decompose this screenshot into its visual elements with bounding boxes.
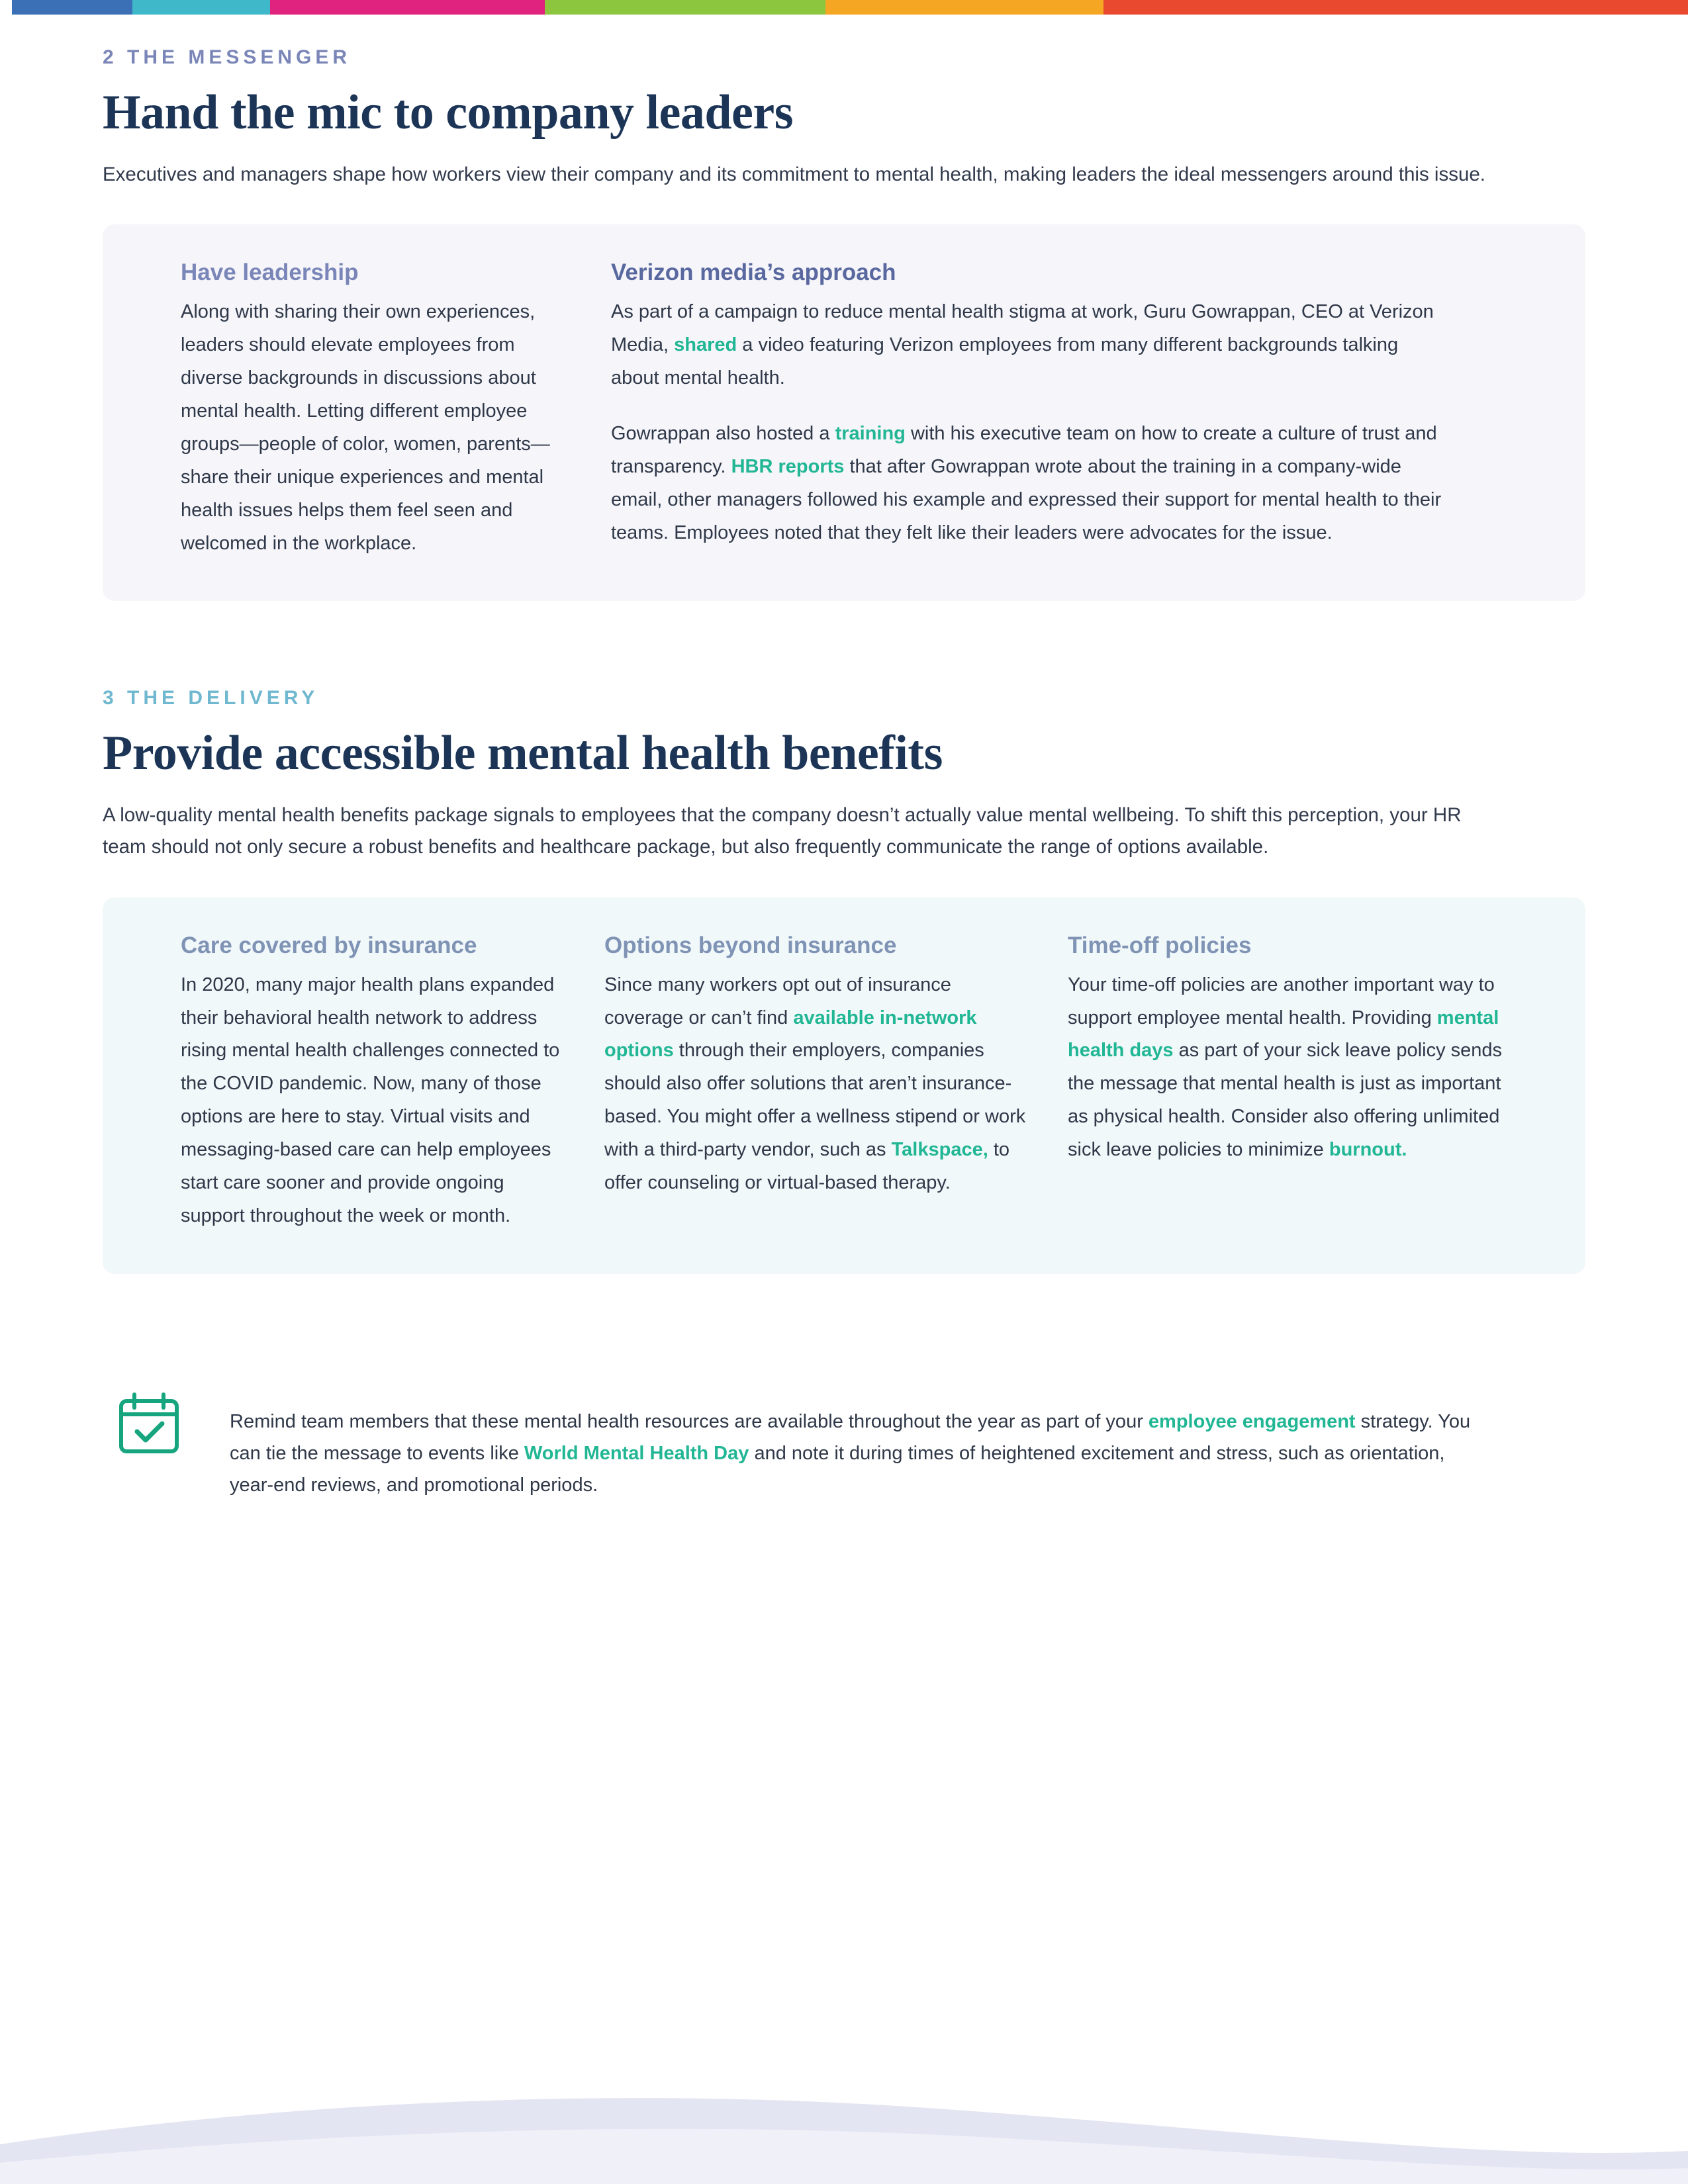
link-world-mental-health-day[interactable]: World Mental Health Day	[524, 1442, 749, 1464]
column-body-care-covered: In 2020, many major health plans expanded their behavioral health network to address rising mental health challenges connected to the COVID pandemic. Now, many of those options are here to stay. Virtual visits and messaging-based care can help employees start care sooner and provide ongoing support throughout the week or month.	[181, 974, 560, 1226]
link-shared[interactable]: shared	[674, 334, 737, 356]
options-text-a: Since many workers opt out of insurance coverage or can’t find	[604, 974, 951, 1028]
verizon-paragraph-1	[611, 296, 1445, 395]
link-employee-engagement[interactable]: employee engagement	[1148, 1410, 1356, 1432]
column-title-have-leadership: Have leadership	[181, 259, 359, 286]
section-delivery	[103, 687, 1585, 1273]
options-text-c: to offer counseling or virtual-based therapy.	[604, 1139, 1010, 1193]
topbar-segment-6	[1103, 0, 1688, 15]
verizon-p2-text-b: with his executive team on how to create a culture of trust and transparency.	[611, 423, 1437, 477]
footer-note-text	[185, 1406, 1487, 1501]
column-title-verizon-approach: Verizon media’s approach	[611, 259, 896, 286]
verizon-p2-text-c: that after Gowrappan wrote about the training in a company-wide email, other managers followed his example and expressed their support for mental health to their teams. Employees noted that they felt like their leaders were advocates for the issue.	[611, 455, 1442, 543]
verizon-paragraph-2	[611, 418, 1445, 550]
verizon-p1-text-a: As part of a campaign to reduce mental health stigma at work, Guru Gowrappan, CEO at Verizon Media,	[611, 301, 1434, 356]
delivery-column-beyond-insurance	[604, 932, 1068, 1233]
column-title-time-off: Time-off policies	[1068, 932, 1252, 958]
note-text-b: strategy. You can tie the message to events like	[230, 1410, 1471, 1464]
section-headline-delivery: Provide accessible mental health benefits	[103, 726, 943, 781]
footer-note	[103, 1387, 1585, 1520]
column-title-care-covered: Care covered by insurance	[181, 932, 477, 958]
topbar-segment-1	[0, 0, 132, 15]
column-body-options-beyond	[604, 969, 1028, 1200]
note-text-c: and note it during times of heightened excitement and stress, such as orientation, year-end reviews, and promotional periods.	[230, 1442, 1445, 1496]
delivery-column-insurance	[141, 932, 604, 1233]
top-color-bar	[0, 0, 1688, 15]
calendar-check-icon	[116, 1387, 185, 1460]
column-body-time-off	[1068, 969, 1518, 1167]
page-content	[0, 15, 1688, 1520]
verizon-p2-text-a: Gowrappan also hosted a	[611, 423, 835, 445]
options-text-b: through their employers, companies should also offer solutions that aren’t insurance-based. You might offer a wellness stipend or work with a third-party vendor, such as	[604, 1040, 1026, 1161]
section-messenger	[103, 15, 1585, 601]
link-mental-health-days[interactable]: mental health days	[1068, 1007, 1499, 1062]
verizon-p1-text-b: a video featuring Verizon employees from many different backgrounds talking about mental health.	[611, 334, 1399, 389]
section-eyebrow-delivery: 3 THE DELIVERY	[103, 687, 319, 709]
link-talkspace[interactable]: Talkspace,	[891, 1139, 988, 1161]
messenger-column-verizon	[604, 259, 1485, 560]
link-hbr-reports[interactable]: HBR reports	[731, 455, 845, 477]
delivery-column-timeoff	[1068, 932, 1531, 1233]
column-title-options-beyond: Options beyond insurance	[604, 932, 897, 958]
messenger-panel	[103, 224, 1585, 601]
topbar-segment-3	[270, 0, 545, 15]
section-lede-messenger: Executives and managers shape how workers view their company and its commitment to mental health, making leaders the ideal messengers around this issue.	[103, 163, 1485, 185]
topbar-segment-5	[825, 0, 1103, 15]
section-headline-messenger: Hand the mic to company leaders	[103, 85, 794, 140]
link-in-network-options[interactable]: available in-network options	[604, 1007, 977, 1062]
delivery-panel	[103, 897, 1585, 1274]
section-lede-delivery: A low-quality mental health benefits package signals to employees that the company doesn’t actually value mental wellbeing. To shift this perception, your HR team should not only secure a robust benefits and healthcare package, but also frequently communicate the range of options available.	[103, 804, 1462, 858]
timeoff-text-b: as part of your sick leave policy sends the message that mental health is just as important as physical health. Consider also offering unlimited sick leave policies to minimize	[1068, 1040, 1503, 1161]
timeoff-text-a: Your time-off policies are another important way to support employee mental health. Providing	[1068, 974, 1495, 1028]
link-training[interactable]: training	[835, 423, 906, 445]
link-burnout[interactable]: burnout.	[1329, 1139, 1407, 1161]
topbar-segment-4	[545, 0, 825, 15]
section-eyebrow-messenger: 2 THE MESSENGER	[103, 46, 352, 68]
messenger-column-leadership	[141, 259, 604, 560]
note-text-a: Remind team members that these mental health resources are available throughout the year as part of your	[230, 1410, 1149, 1432]
topbar-segment-2	[132, 0, 270, 15]
bottom-wave-decoration	[0, 2045, 1688, 2184]
column-body-have-leadership: Along with sharing their own experiences, leaders should elevate employees from diverse backgrounds in discussions about mental health. Letting different employee groups—people of color, women, parents—share their unique experiences and mental health issues helps them feel seen and welcomed in the workplace.	[181, 301, 550, 554]
